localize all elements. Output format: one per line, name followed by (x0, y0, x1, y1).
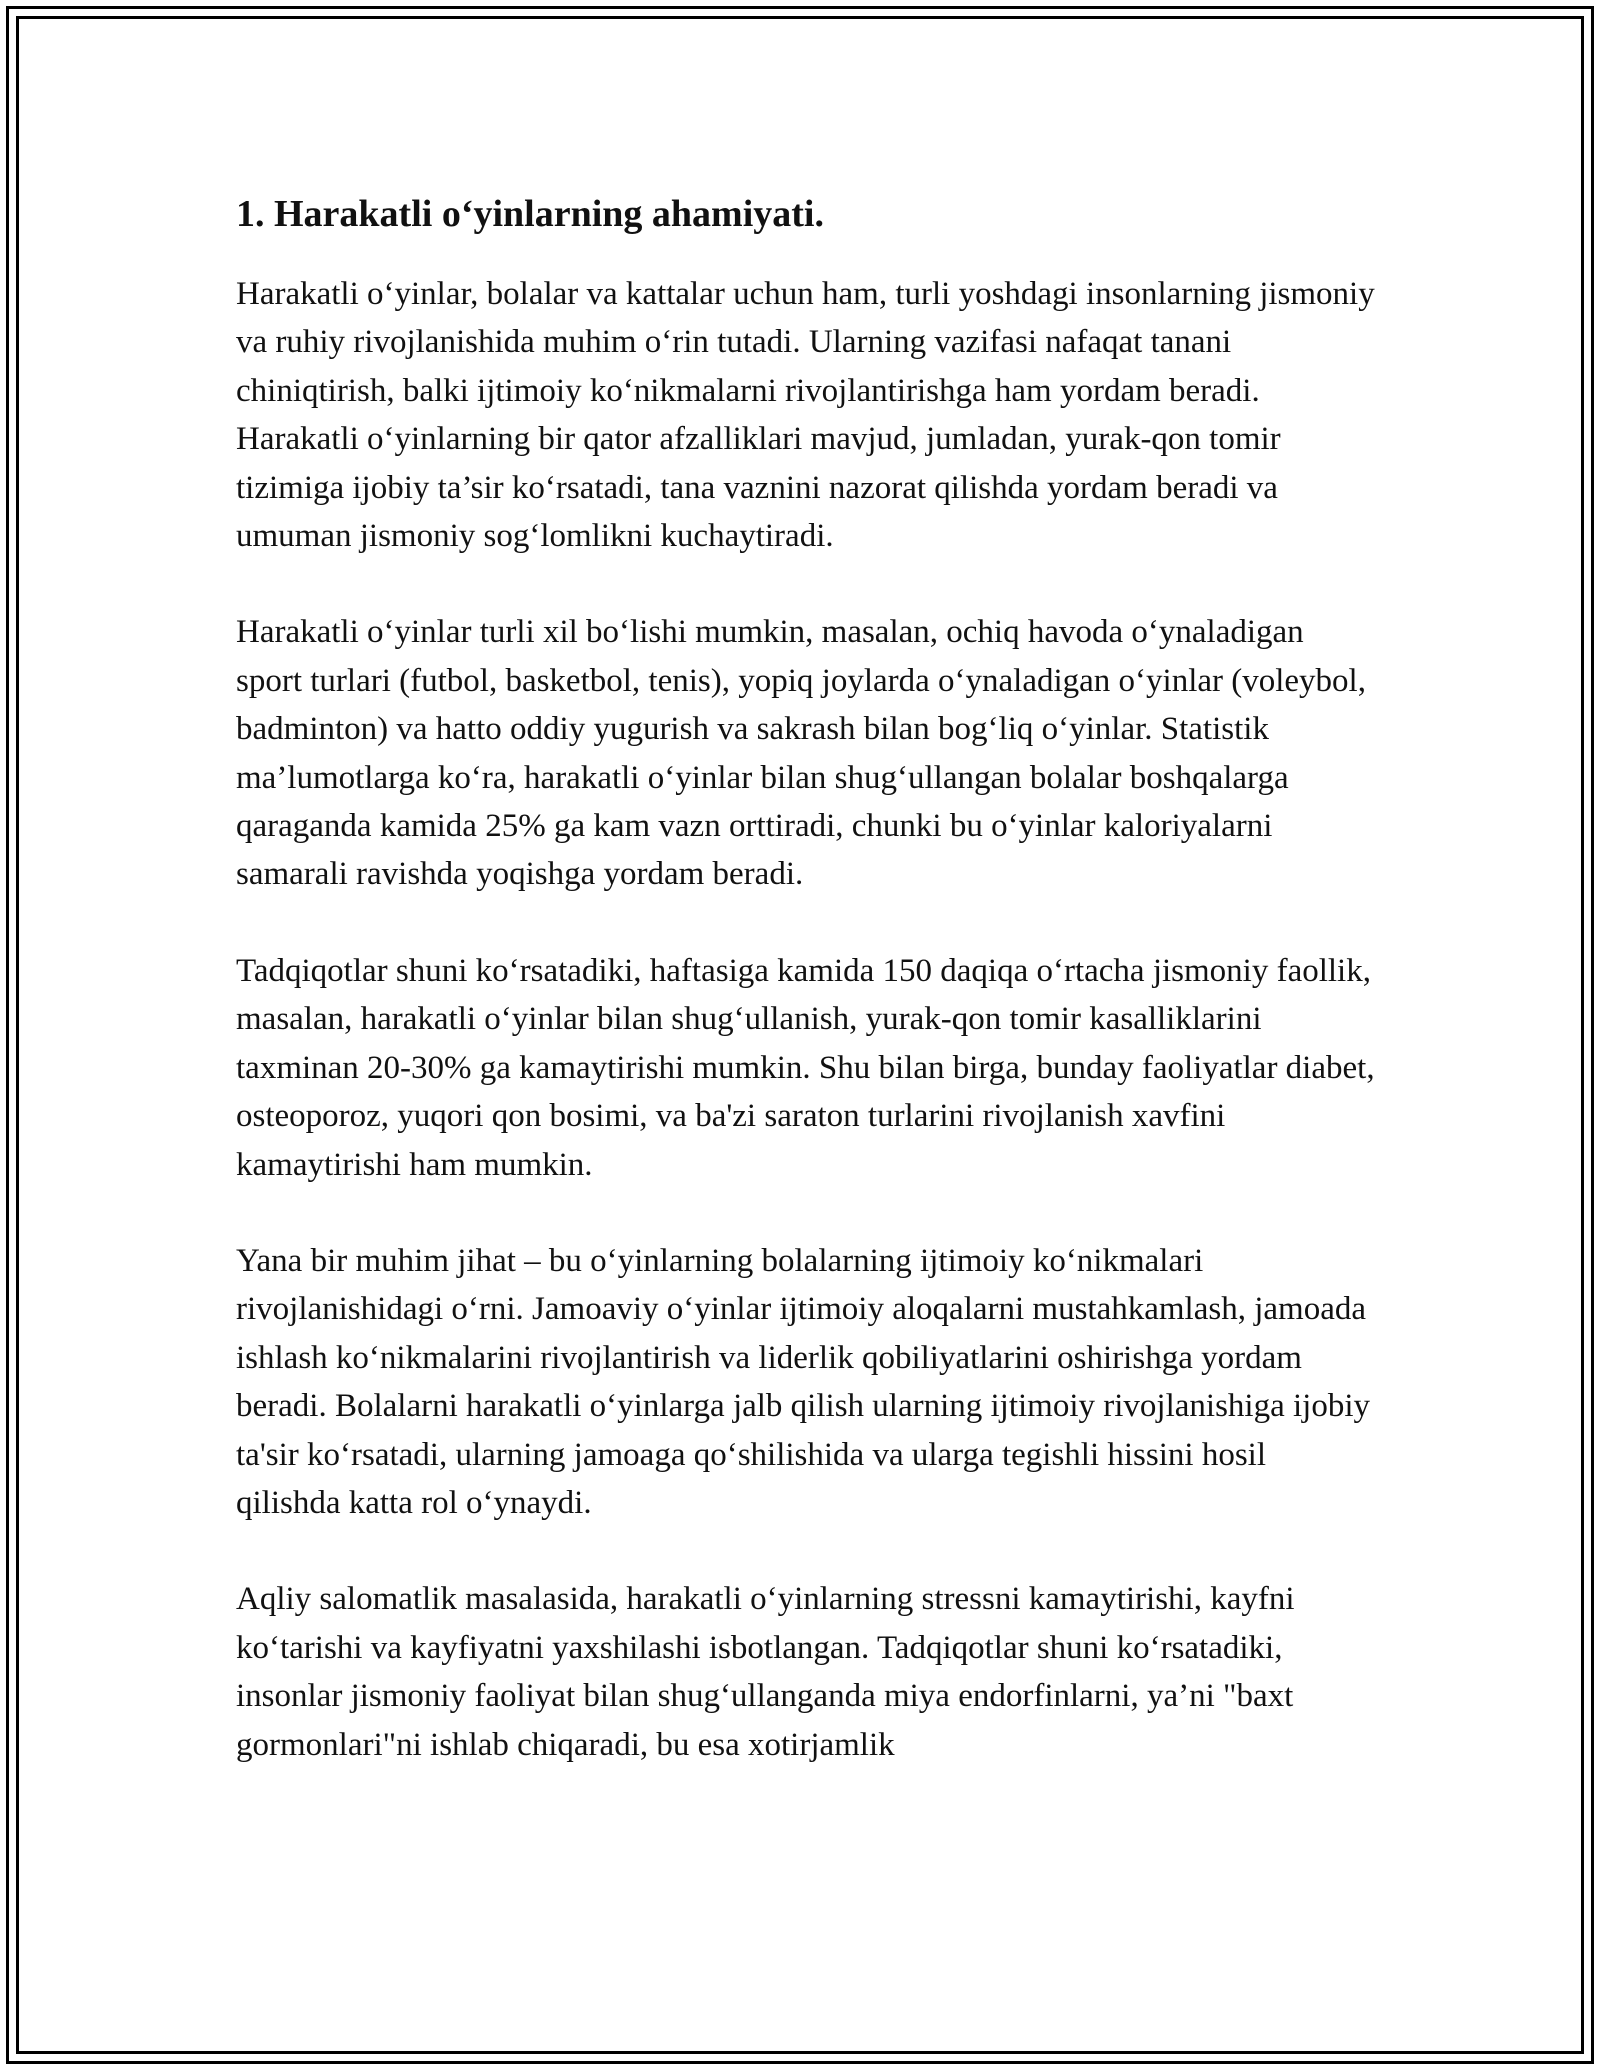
paragraph-game-types: Harakatli o‘yinlar turli xil bo‘lishi mumkin, masalan, ochiq havoda o‘ynaladigan sport turlari (futbol, basketbol, tenis), yopiq joylarda o‘ynaladigan o‘yinlar (voleybol, badminton) va hatto oddiy yugurish va sakrash bilan bog‘liq o‘yinlar. Statistik ma’lumotlarga ko‘ra, harakatli o‘yinlar bilan shug‘ullangan bolalar boshqalarga qaraganda kamida 25% ga kam vazn orttiradi, chunki bu o‘yinlar kaloriyalarni samarali ravishda yoqishga yordam beradi. (236, 614, 1366, 893)
paragraph-importance: Harakatli o‘yinlar, bolalar va kattalar uchun ham, turli yoshdagi insonlarning jismoniy va ruhiy rivojlanishida muhim o‘rin tutadi. Ularning vazifasi nafaqat tanani chiniqtirish, balki ijtimoiy ko‘nikmalarni rivojlantirishga ham yordam beradi. Harakatli o‘yinlarning bir qator afzalliklari mavjud, jumladan, yurak-qon tomir tizimiga ijobiy ta’sir ko‘rsatadi, tana vaznini nazorat qilishda yordam beradi va umuman jismoniy sog‘lomlikni kuchaytiradi. (236, 276, 1375, 555)
paragraph-mental-health: Aqliy salomatlik masalasida, harakatli o‘yinlarning stressni kamaytirishi, kayfni ko‘tarishi va kayfiyatni yaxshilashi isbotlangan. Tadqiqotlar shuni ko‘rsatadiki, insonlar jismoniy faoliyat bilan shug‘ullanganda miya endorfinlarni, ya’ni "baxt gormonlari"ni ishlab chiqaradi, bu esa xotirjamlik (236, 1581, 1295, 1763)
paragraph-research-health: Tadqiqotlar shuni ko‘rsatadiki, haftasiga kamida 150 daqiqa o‘rtacha jismoniy faollik, masalan, harakatli o‘yinlar bilan shug‘ullanish, yurak-qon tomir kasalliklarini taxminan 20-30% ga kamaytirishi mumkin. Shu bilan birga, bunday faoliyatlar diabet, osteoporoz, yuqori qon bosimi, va ba'zi saraton turlarini rivojlanish xavfini kamaytirishi ham mumkin. (236, 952, 1375, 1183)
section-heading: 1. Harakatli o‘yinlarning ahamiyati. (236, 193, 824, 235)
paragraph-social-skills: Yana bir muhim jihat – bu o‘yinlarning bolalarning ijtimoiy ko‘nikmalari rivojlanishidagi o‘rni. Jamoaviy o‘yinlar ijtimoiy aloqalarni mustahkamlash, jamoada ishlash ko‘nikmalarini rivojlantirish va liderlik qobiliyatlarini oshirishga yordam beradi. Bolalarni harakatli o‘yinlarga jalb qilish ularning ijtimoiy rivojlanishiga ijobiy ta'sir ko‘rsatadi, ularning jamoaga qo‘shilishida va ularga tegishli hissini hosil qilishda katta rol o‘ynaydi. (236, 1242, 1370, 1521)
document-page (236, 186, 1376, 1817)
